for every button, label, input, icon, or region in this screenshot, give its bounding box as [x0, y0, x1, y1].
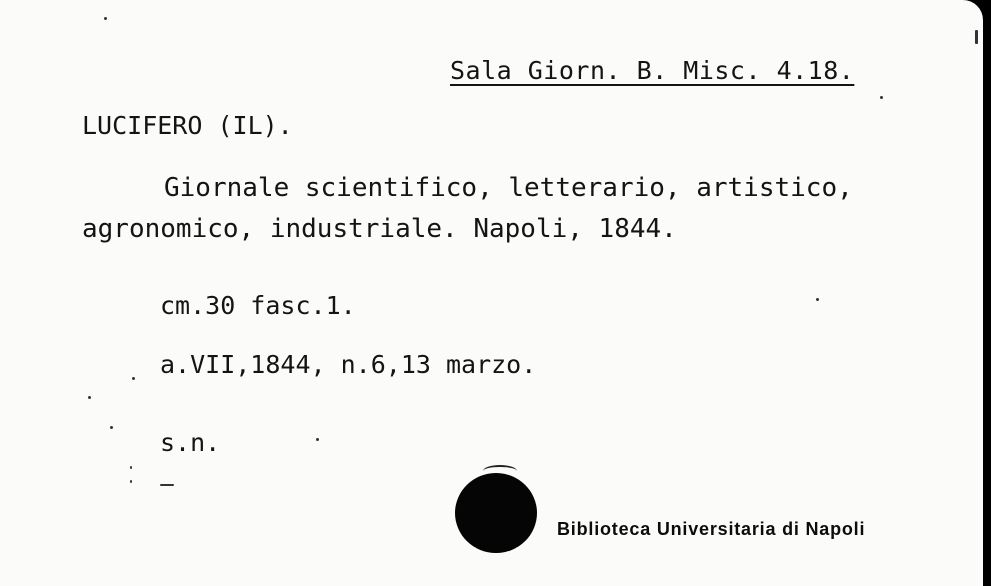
dust-speck	[160, 484, 174, 486]
entry-heading: LUCIFERO (IL).	[82, 111, 293, 140]
dust-speck	[316, 438, 319, 441]
dust-speck	[132, 377, 135, 380]
dust-speck	[110, 426, 113, 429]
physical-description: cm.30 fasc.1.	[160, 291, 356, 320]
dust-speck	[975, 30, 978, 44]
dust-speck	[130, 480, 132, 483]
publisher-note: s.n.	[160, 428, 221, 457]
description-line-2: agronomico, industriale. Napoli, 1844.	[82, 214, 677, 244]
dust-speck	[104, 17, 107, 20]
issue-note: a.VII,1844, n.6,13 marzo.	[160, 350, 537, 379]
shelfmark: Sala Giorn. B. Misc. 4.18.	[450, 56, 855, 85]
dust-speck	[88, 396, 91, 399]
dust-speck	[130, 466, 132, 469]
dust-speck	[816, 298, 819, 301]
stamp-seal-icon	[455, 473, 537, 553]
stamp-text: Biblioteca Universitaria di Napoli	[557, 519, 866, 539]
dust-speck	[880, 96, 883, 99]
description-line-1: Giornale scientifico, letterario, artistico,	[164, 173, 853, 203]
library-stamp	[455, 465, 983, 565]
